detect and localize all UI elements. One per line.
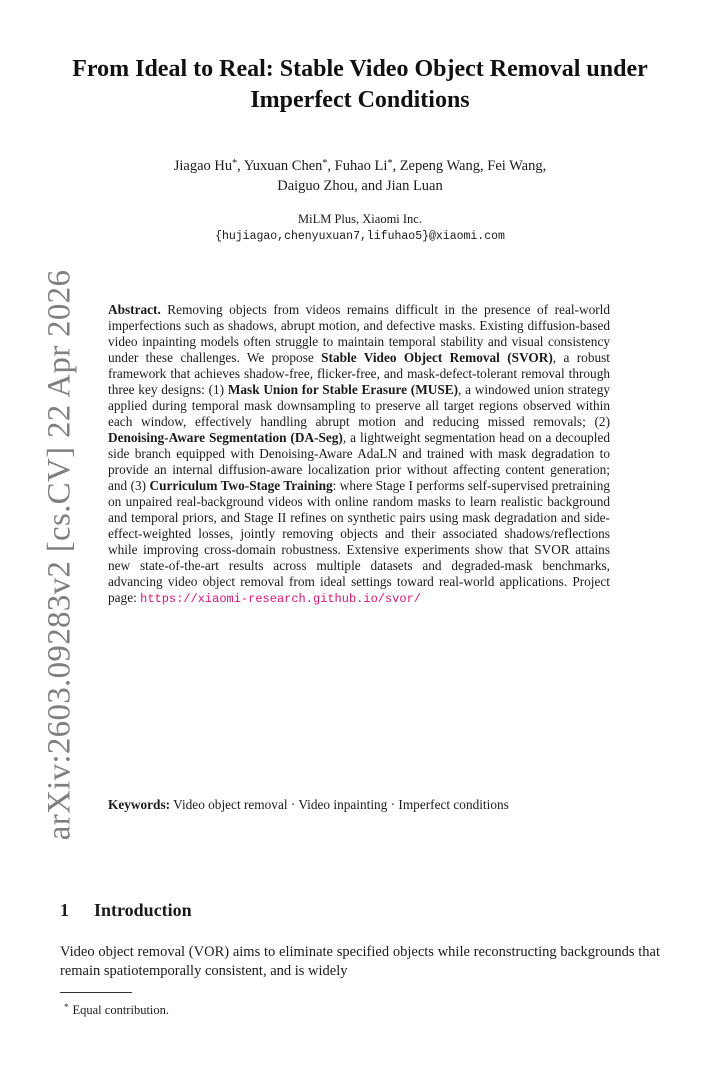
project-page-link[interactable]: https://xiaomi-research.github.io/svor/ bbox=[140, 592, 421, 606]
keywords-label: Keywords: bbox=[108, 797, 171, 812]
abstract-text: , a lightweight segmentation head on a decoupled side branch equipped with Denoising-Aware AdaLN and trained with mask degradation to provide an internal diffusion-aware localization prior without affecting content generation; and (3) bbox=[108, 430, 611, 493]
section-number: 1 bbox=[60, 900, 69, 920]
equal-contribution-mark: * bbox=[387, 158, 393, 169]
introduction-paragraph: Video object removal (VOR) aims to eliminate specified objects while reconstructing backgrounds that remain spatiotemporally consistent, and is widely bbox=[60, 944, 660, 979]
footnote-divider bbox=[60, 992, 132, 993]
section-title: Introduction bbox=[94, 900, 192, 920]
author-list: Jiagao Hu*, Yuxuan Chen*, Fuhao Li*, Zepeng Wang, Fei Wang, Daiguo Zhou, and Jian Luan bbox=[173, 158, 547, 194]
author-name: Fuhao Li bbox=[334, 158, 388, 174]
abstract-text: , a windowed union strategy applied during temporal mask downsampling to preserve all target regions observed within each window, effectively handling abrupt motion and reducing missed removals; (2) bbox=[108, 382, 610, 429]
abstract bbox=[108, 302, 610, 607]
abstract-highlight: Denoising-Aware Segmentation (DA-Seg) bbox=[108, 430, 343, 445]
author-emails: {hujiagao,chenyuxuan7,lifuhao5}@xiaomi.com bbox=[215, 230, 505, 243]
author-name: Jian Luan bbox=[385, 178, 443, 194]
footnote-mark: * bbox=[64, 1002, 69, 1012]
author-name: Zepeng Wang bbox=[399, 158, 480, 174]
abstract-text: : where Stage I performs self-supervised pretraining on unpaired real-background videos with online random masks to learn realistic background and temporal priors, and Stage II refines on synthetic pairs using mask degradation and side-effect-weighted losses, jointly removing objects and their associated shadows/reflections while improving cross-domain robustness. Extensive experiments show that SVOR attains new state-of-the-art results across multiple datasets and degraded-mask benchmarks, advancing video object removal from ideal settings toward real-world applications. Project page: bbox=[108, 478, 611, 605]
keywords bbox=[108, 797, 610, 813]
arxiv-identifier-stamp: arXiv:2603.09283v2 [cs.CV] 22 Apr 2026 bbox=[41, 269, 78, 841]
equal-contribution-mark: * bbox=[322, 158, 328, 169]
author-name: Jiagao Hu bbox=[173, 158, 233, 174]
author-name: Yuxuan Chen bbox=[243, 158, 323, 174]
author-name: Daiguo Zhou bbox=[277, 178, 355, 194]
equal-contribution-mark: * bbox=[232, 158, 238, 169]
abstract-text: Removing objects from videos remains difficult in the presence of real-world imperfections such as shadows, abrupt motion, and defective masks. Existing diffusion-based video inpainting models often struggle to maintain temporal stability and visual consistency under these challenges. We propose bbox=[108, 302, 610, 365]
footnote bbox=[64, 999, 169, 1018]
abstract-highlight: Mask Union for Stable Erasure (MUSE) bbox=[227, 382, 459, 397]
section-heading-introduction bbox=[60, 898, 192, 922]
abstract-highlight: Stable Video Object Removal (SVOR) bbox=[321, 350, 553, 365]
affiliation-block bbox=[60, 211, 660, 245]
abstract-label: Abstract. bbox=[108, 302, 161, 317]
abstract-text: , a robust framework that achieves shadow-free, flicker-free, and mask-defect-tolerant removal through three key designs: (1) bbox=[108, 350, 610, 397]
affiliation: MiLM Plus, Xiaomi Inc. bbox=[298, 212, 422, 226]
footnote-text: Equal contribution. bbox=[72, 1003, 170, 1017]
paper-title: From Ideal to Real: Stable Video Object Removal under Imperfect Conditions bbox=[72, 56, 648, 113]
author-name: Fei Wang bbox=[487, 158, 543, 174]
keywords-text: Video object removal · Video inpainting · Imperfect conditions bbox=[173, 797, 509, 812]
abstract-highlight: Curriculum Two-Stage Training bbox=[149, 478, 333, 493]
